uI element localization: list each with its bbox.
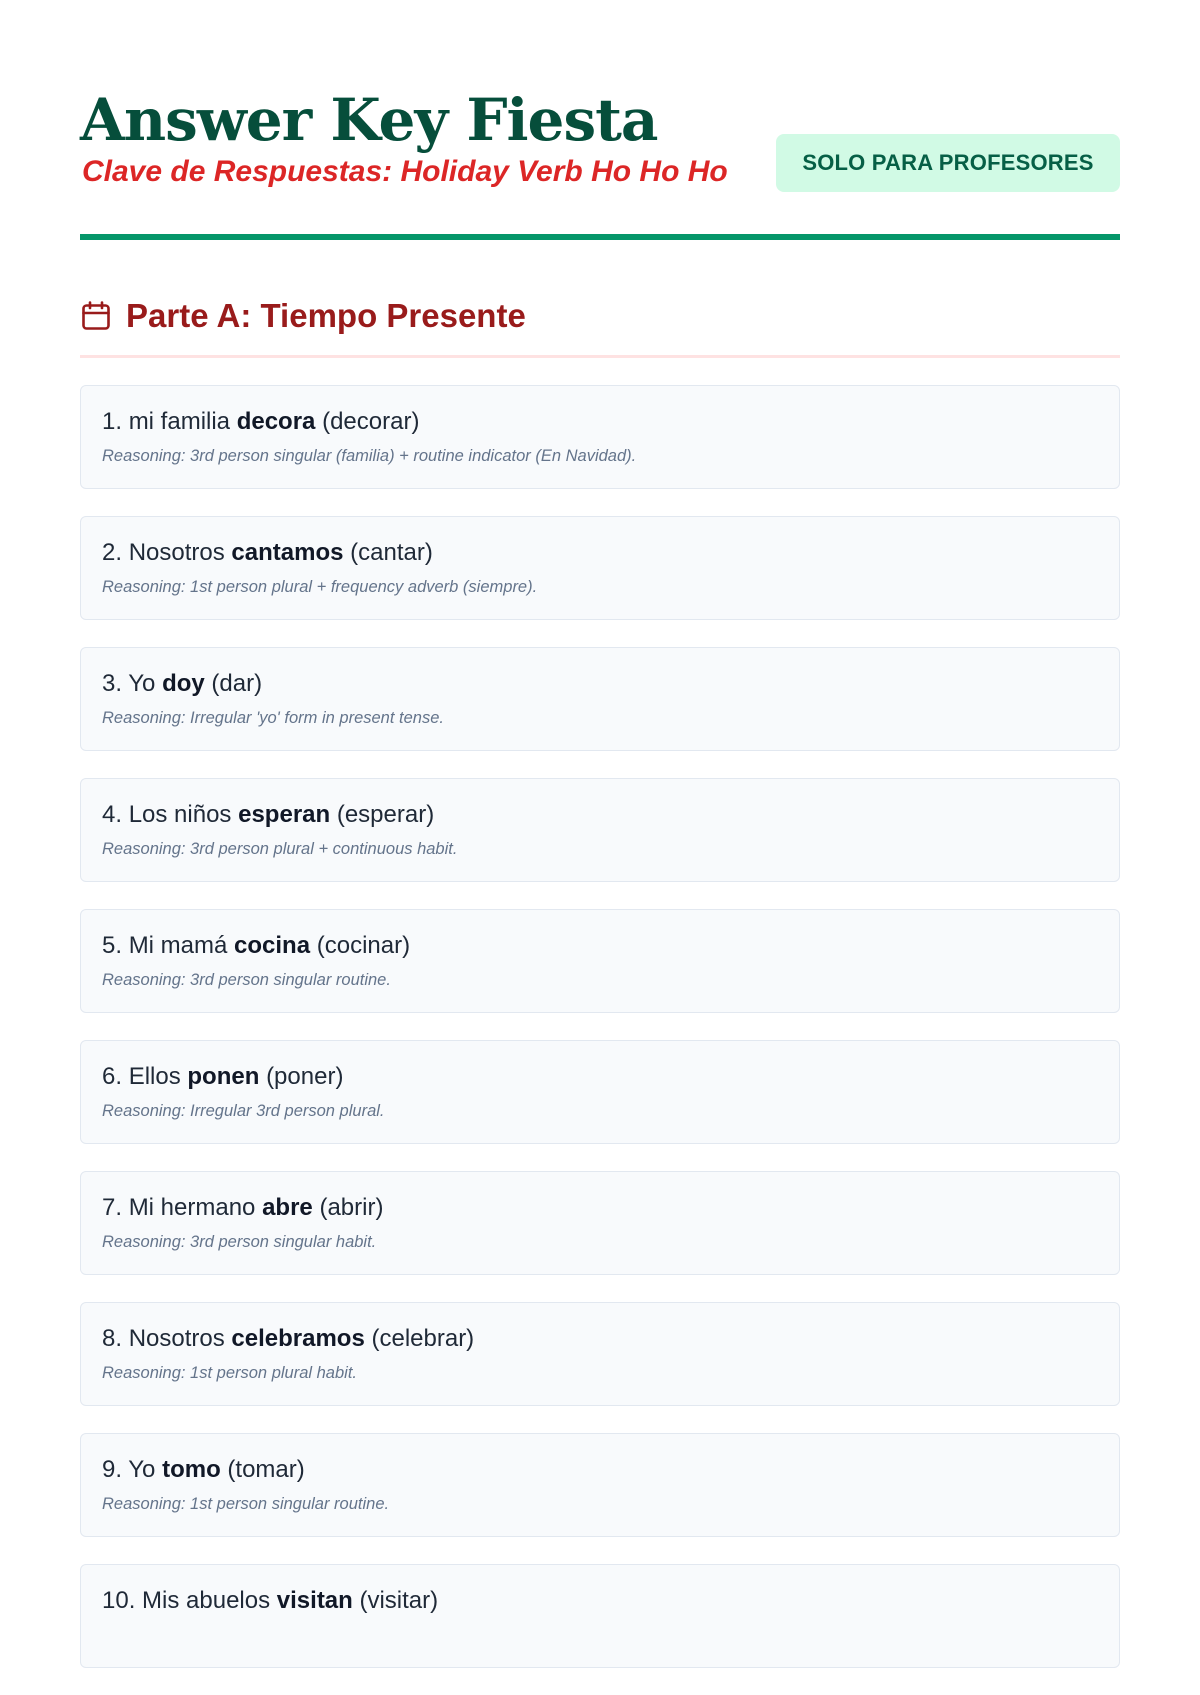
page-header bbox=[80, 80, 1120, 240]
answer-infinitive: (cocinar) bbox=[316, 932, 411, 959]
page-title: Answer Key Fiesta bbox=[80, 86, 658, 154]
answer-number: 6. bbox=[102, 1063, 123, 1090]
answer-line bbox=[102, 667, 1098, 701]
answer-card bbox=[80, 778, 1120, 882]
answer-subject: Nosotros bbox=[128, 1325, 225, 1352]
answer-reasoning: Reasoning: 1st person plural habit. bbox=[102, 1364, 357, 1382]
answer-reasoning: Reasoning: 3rd person singular habit. bbox=[102, 1233, 377, 1251]
answer-card bbox=[80, 1302, 1120, 1406]
answer-card bbox=[80, 1433, 1120, 1537]
answer-verb: ponen bbox=[187, 1063, 260, 1090]
page-subtitle: Clave de Respuestas: Holiday Verb Ho Ho Ho bbox=[82, 155, 728, 188]
answer-subject: Los niños bbox=[128, 801, 232, 828]
answer-subject: Nosotros bbox=[128, 539, 225, 566]
answer-infinitive: (celebrar) bbox=[371, 1325, 475, 1352]
answer-line bbox=[102, 405, 1098, 439]
answer-number: 9. bbox=[102, 1456, 123, 1483]
answer-card bbox=[80, 385, 1120, 489]
answer-card bbox=[80, 647, 1120, 751]
answer-card bbox=[80, 1040, 1120, 1144]
answer-verb: abre bbox=[262, 1194, 313, 1221]
answer-number: 1. bbox=[102, 408, 123, 435]
answer-number: 7. bbox=[102, 1194, 123, 1221]
answer-subject: Yo bbox=[128, 1456, 156, 1483]
answer-subject: Ellos bbox=[128, 1063, 181, 1090]
answer-infinitive: (poner) bbox=[266, 1063, 344, 1090]
answer-reasoning: Reasoning: Irregular 3rd person plural. bbox=[102, 1102, 385, 1120]
answer-reasoning: Reasoning: 3rd person plural + continuous habit. bbox=[102, 840, 458, 858]
calendar-icon bbox=[80, 300, 112, 332]
answer-subject: Yo bbox=[128, 670, 156, 697]
answer-subject: Mis abuelos bbox=[142, 1587, 271, 1614]
answer-line bbox=[102, 798, 1098, 832]
header-divider bbox=[80, 234, 1120, 240]
answer-infinitive: (decorar) bbox=[322, 408, 420, 435]
answer-verb: doy bbox=[162, 670, 205, 697]
answer-infinitive: (visitar) bbox=[359, 1587, 439, 1614]
answer-line bbox=[102, 929, 1098, 963]
answer-number: 3. bbox=[102, 670, 123, 697]
answer-number: 8. bbox=[102, 1325, 123, 1352]
answer-reasoning: Reasoning: 3rd person singular (familia) + routine indicator (En Navidad). bbox=[102, 447, 637, 465]
answer-line bbox=[102, 1191, 1098, 1225]
answer-card bbox=[80, 1564, 1120, 1668]
answer-verb: esperan bbox=[238, 801, 331, 828]
answer-verb: cantamos bbox=[231, 539, 344, 566]
teachers-only-badge: SOLO PARA PROFESORES bbox=[776, 134, 1120, 192]
answer-reasoning: Reasoning: 1st person plural + frequency adverb (siempre). bbox=[102, 578, 538, 596]
answer-infinitive: (cantar) bbox=[350, 539, 433, 566]
section-heading: Parte A: Tiempo Presente bbox=[126, 297, 526, 334]
answer-number: 10. bbox=[102, 1587, 136, 1614]
answer-card bbox=[80, 909, 1120, 1013]
answer-subject: Mi mamá bbox=[128, 932, 228, 959]
answer-infinitive: (tomar) bbox=[227, 1456, 305, 1483]
answer-line bbox=[102, 1060, 1098, 1094]
answer-number: 5. bbox=[102, 932, 123, 959]
answer-card bbox=[80, 516, 1120, 620]
answer-card bbox=[80, 1171, 1120, 1275]
answer-list bbox=[80, 385, 1120, 1695]
answer-infinitive: (dar) bbox=[211, 670, 263, 697]
answer-line bbox=[102, 1453, 1098, 1487]
answer-number: 2. bbox=[102, 539, 123, 566]
answer-infinitive: (esperar) bbox=[336, 801, 435, 828]
section-header bbox=[80, 292, 1120, 358]
answer-subject: mi familia bbox=[128, 408, 231, 435]
answer-line bbox=[102, 1322, 1098, 1356]
answer-line bbox=[102, 1584, 1098, 1618]
answer-verb: celebramos bbox=[231, 1325, 365, 1352]
answer-infinitive: (abrir) bbox=[319, 1194, 384, 1221]
answer-subject: Mi hermano bbox=[128, 1194, 256, 1221]
answer-verb: visitan bbox=[276, 1587, 353, 1614]
answer-verb: tomo bbox=[162, 1456, 221, 1483]
answer-number: 4. bbox=[102, 801, 123, 828]
answer-verb: cocina bbox=[234, 932, 311, 959]
answer-reasoning: Reasoning: 1st person singular routine. bbox=[102, 1495, 390, 1513]
answer-reasoning: Reasoning: 3rd person singular routine. bbox=[102, 971, 391, 989]
answer-line bbox=[102, 536, 1098, 570]
answer-verb: decora bbox=[236, 408, 316, 435]
answer-reasoning: Reasoning: Irregular 'yo' form in present tense. bbox=[102, 709, 444, 727]
